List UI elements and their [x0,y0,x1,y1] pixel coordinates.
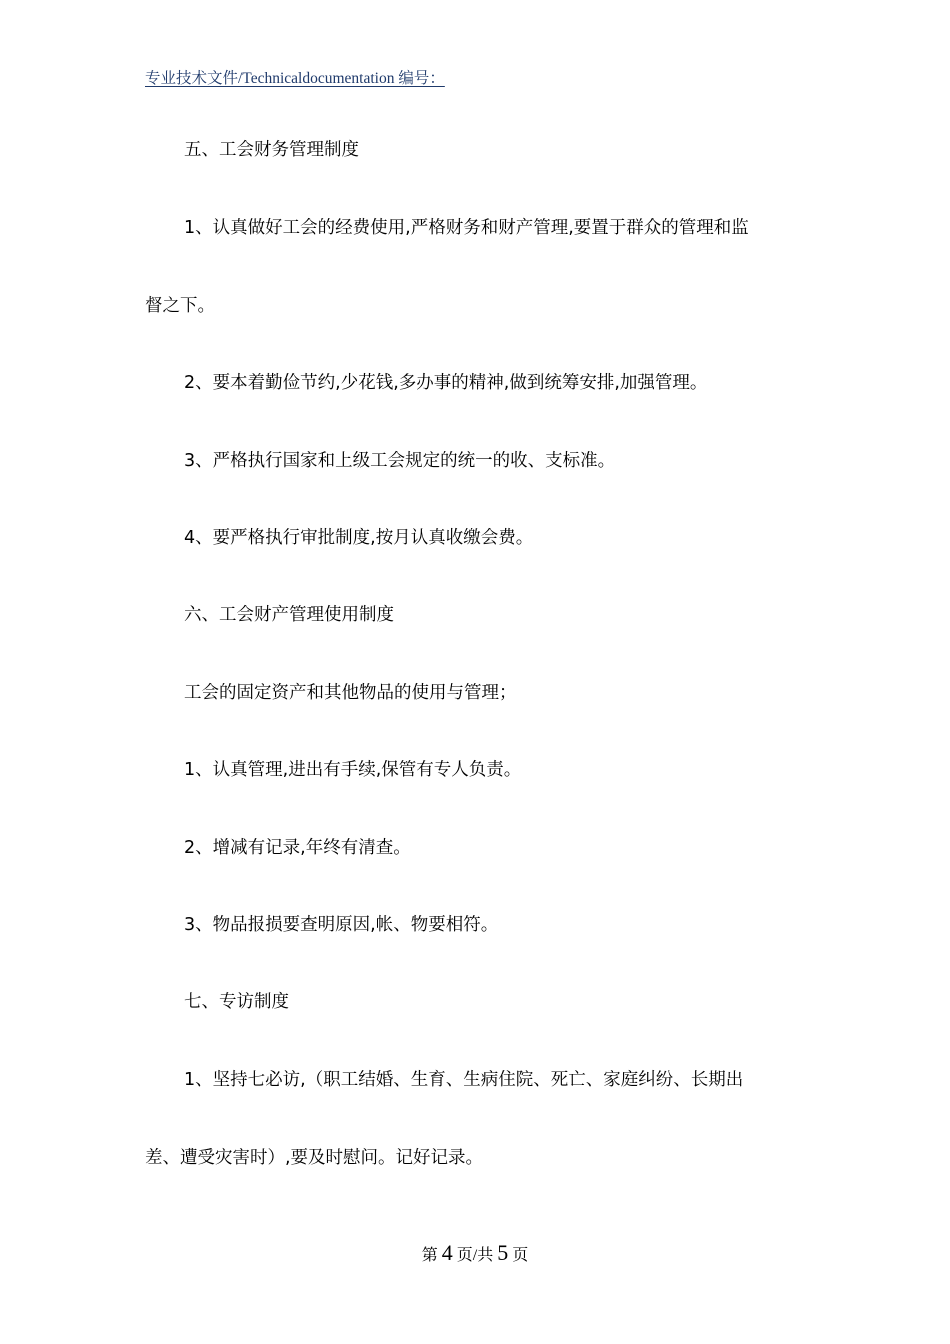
document-header: 专业技术文件/Technicaldocumentation 编号： [145,70,445,87]
footer-suffix: 页 [508,1247,529,1264]
footer-prefix: 第 [421,1247,442,1264]
paragraph-line: 3、严格执行国家和上级工会规定的统一的收、支标准。 [184,451,616,471]
section-heading-finance: 五、工会财务管理制度 [184,140,359,160]
total-pages-number: 5 [497,1240,509,1265]
current-page-number: 4 [441,1240,453,1265]
section-heading-visits: 七、专访制度 [184,992,289,1012]
section-heading-property: 六、工会财产管理使用制度 [184,605,394,625]
paragraph-line: 2、要本着勤俭节约,少花钱,多办事的精神,做到统筹安排,加强管理。 [184,373,708,393]
paragraph-line: 3、物品报损要查明原因,帐、物要相符。 [184,915,499,935]
paragraph-line: 4、要严格执行审批制度,按月认真收缴会费。 [184,528,534,548]
paragraph-line: 2、增减有记录,年终有清查。 [184,838,411,858]
paragraph-line: 1、认真管理,进出有手续,保管有专人负责。 [184,760,522,780]
paragraph-line: 督之下。 [145,296,215,316]
page-footer [0,1240,950,1266]
paragraph-line: 1、坚持七必访,（职工结婚、生育、生病住院、死亡、家庭纠纷、长期出 [184,1070,744,1090]
footer-middle: 页/共 [452,1247,498,1264]
paragraph-line: 差、遭受灾害时）,要及时慰问。记好记录。 [145,1148,484,1168]
paragraph-line: 工会的固定资产和其他物品的使用与管理； [184,683,517,703]
paragraph-line: 1、认真做好工会的经费使用,严格财务和财产管理,要置于群众的管理和监 [184,218,749,238]
